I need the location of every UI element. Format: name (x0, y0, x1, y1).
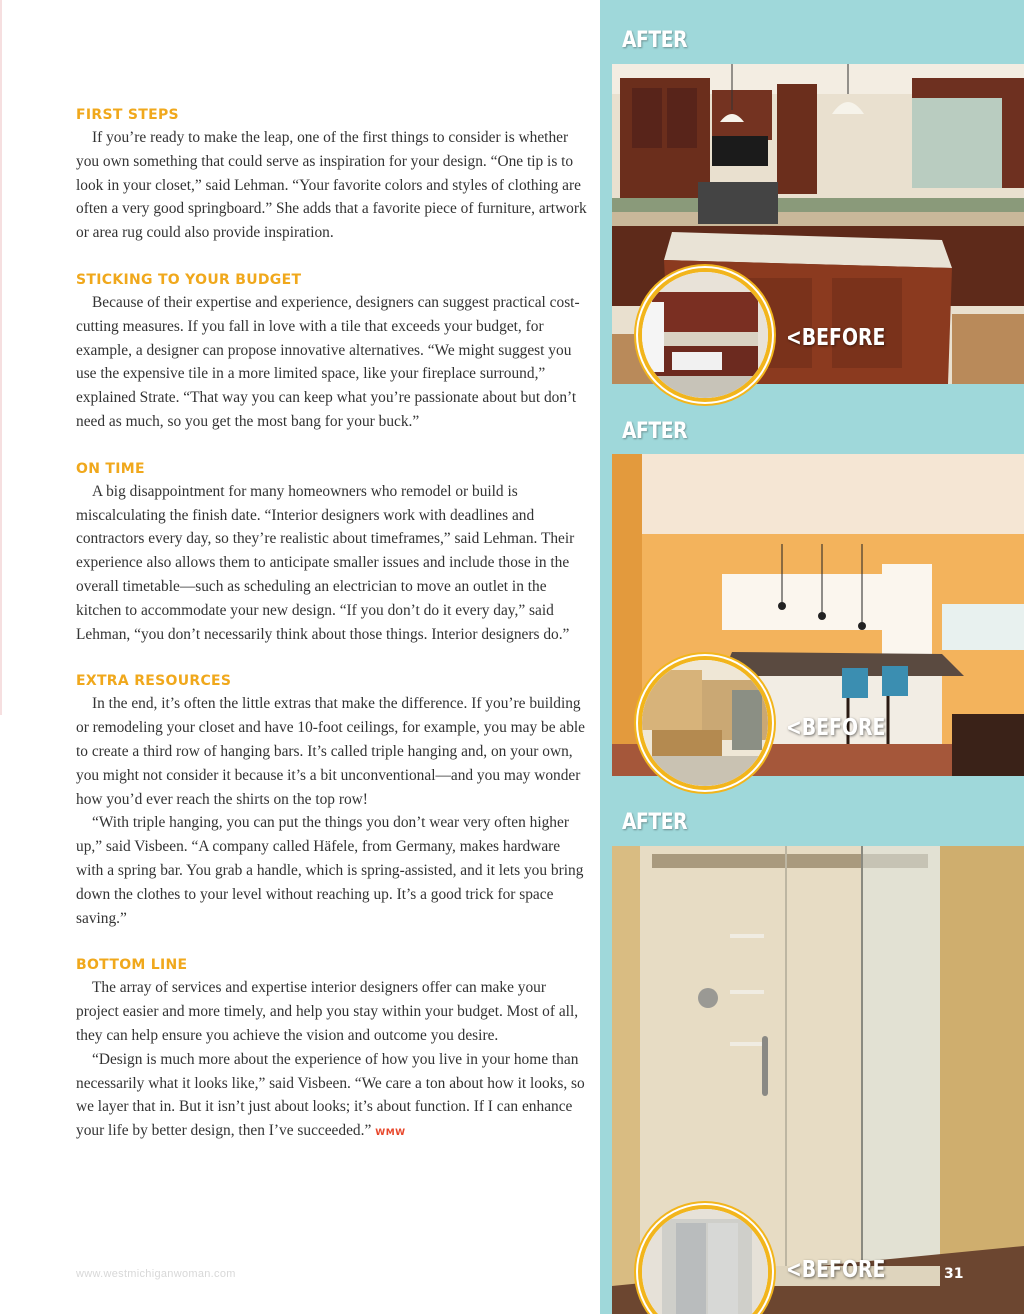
paragraph: A big disappointment for many homeowners who remodel or build is miscalculating the finish date. “Interior designers work with deadlines and contractors every day, so they’re realistic about timeframes,” said Lehman. Their experience also allows them to anticipate smaller issues and include those in the overall timetable—such as scheduling an electrician to move an outlet in the kitchen to accommodate your new design. “If you don’t do it every day,” said Lehman, “you don’t necessarily think about those things. Interior designers do.” (76, 482, 575, 643)
signoff-mark: WMW (375, 1128, 406, 1139)
section-first-steps (76, 104, 588, 245)
section-heading: BOTTOM LINE (76, 957, 188, 974)
paragraph: Because of their expertise and experience, designers can suggest practical cost-cutting measures. If you fall in love with a tile that exceeds your budget, for example, a designer can propose innovative alternatives. “We might suggest you use the expensive tile in a more limited space, like your fireplace surround,” explained Strate. “That way you can keep what you’re passionate about but don’t need as much, so you get the most bang for your buck.” (76, 293, 580, 430)
after-label: AFTER (622, 28, 688, 53)
section-heading: EXTRA RESOURCES (76, 673, 232, 690)
paragraph: The array of services and expertise interior designers offer can make your project easier and more timely, and help you stay within your budget. Most of all, they can help ensure you achieve the vision and outcome you desire. (76, 979, 579, 1044)
section-budget (76, 269, 588, 434)
before-label: <BEFORE (786, 715, 886, 741)
page-edge-strip (0, 0, 2, 715)
section-heading: FIRST STEPS (76, 107, 179, 123)
section-bottom-line (76, 954, 588, 1146)
section-heading: STICKING TO YOUR BUDGET (76, 271, 302, 288)
paragraph-text: “Design is much more about the experience of how you live in your home than necessarily what it looks like,” said Visbeen. “We care a ton about how it looks, so we layer that in. But it isn’t just about looks; it’s about function. If I can enhance your life by better design, then I’ve succeeded.” (76, 1050, 585, 1140)
column-divider (596, 0, 600, 1314)
section-on-time (76, 458, 588, 647)
article-body (76, 104, 588, 1170)
footer-url: www.westmichiganwoman.com (76, 1268, 236, 1280)
section-heading: ON TIME (76, 460, 145, 477)
before-label: <BEFORE (786, 325, 886, 351)
paragraph: “With triple hanging, you can put the things you don’t wear very often higher up,” said Visbeen. “A company called Häfele, from Germany, makes hardware with a spring bar. You grab a handle, which is spring-assisted, and it lets you bring down the clothes to your level without reaching up. It’s a good trick for space saving.” (76, 814, 584, 927)
before-photo-open-kitchen (638, 656, 772, 790)
paragraph: In the end, it’s often the little extras that make the difference. If you’re building or remodeling your closet and have 10-foot ceilings, for example, you may be able to create a third row of hanging bars. It’s called triple hanging and, on your own, you might not consider it because it’s a bit unconventional—and you may wonder how you’d ever reach the shirts on the top row! (76, 695, 586, 808)
section-extra-resources (76, 670, 588, 930)
after-label: AFTER (622, 419, 688, 444)
page-number: 31 (944, 1266, 964, 1282)
before-photo-kitchen (638, 268, 772, 402)
paragraph-last (76, 1048, 588, 1146)
before-label: <BEFORE (786, 1257, 886, 1283)
after-label: AFTER (622, 810, 688, 835)
paragraph: If you’re ready to make the leap, one of the first things to consider is whether you own something that could serve as inspiration for your design. “One tip is to look in your closet,” said Lehman. “Your favorite colors and styles of clothing are often a very good springboard.” She adds that a favorite piece of furniture, artwork or area rug could also provide inspiration. (76, 129, 587, 242)
